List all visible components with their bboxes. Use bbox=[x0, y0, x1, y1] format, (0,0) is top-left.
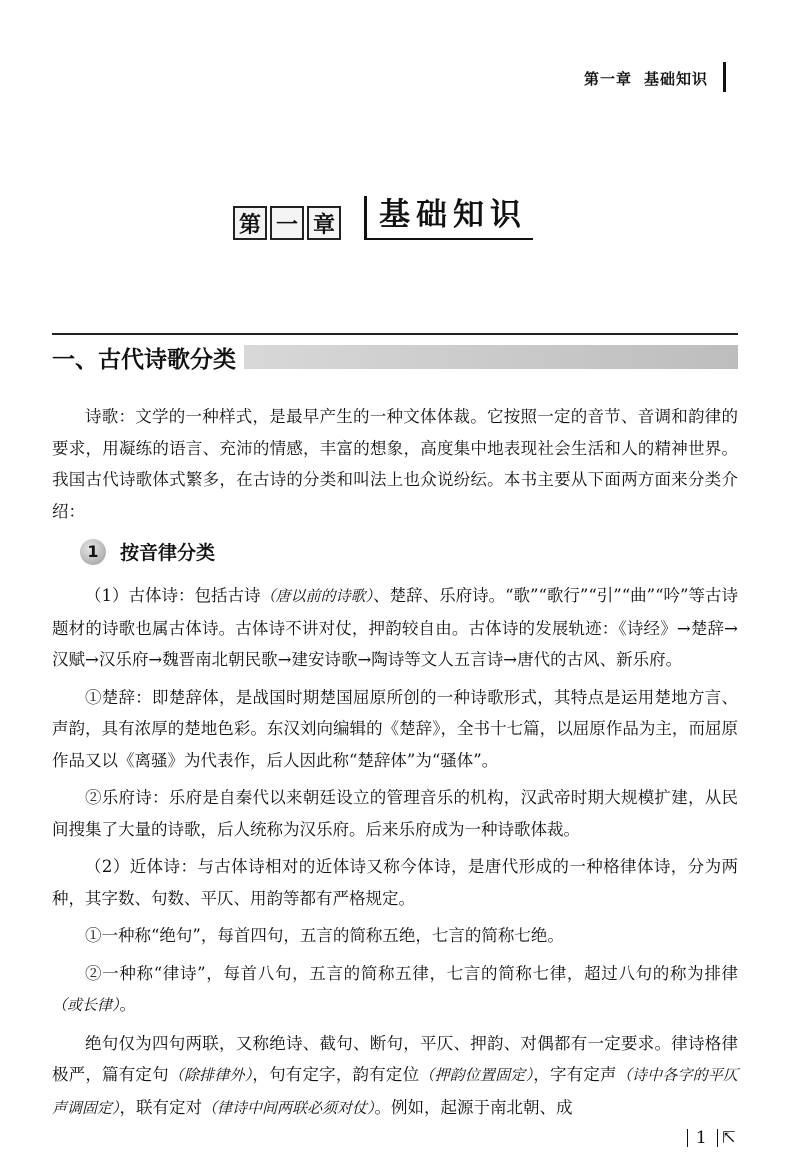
note-rhyme: （押韵位置固定） bbox=[419, 1066, 534, 1084]
section-heading bbox=[52, 333, 738, 375]
chapter-name: 基础知识 bbox=[364, 196, 533, 240]
paragraph-chuci: ①楚辞：即楚辞体，是战国时期楚国屈原所创的一种诗歌形式，其特点是运用楚地方言、声韵，具有浓厚的楚地色彩。东汉刘向编辑的《楚辞》，全书十七篇，以屈原作品为主，而屈原作品又以《离骚》为代表作，后人因此称“楚辞体”为“骚体”。 bbox=[52, 687, 738, 770]
chapter-char-1: 第 bbox=[233, 206, 267, 240]
note-changlv: （或长律） bbox=[52, 996, 120, 1014]
paragraph-ancient-poetry: （1）古体诗：包括古诗（唐以前的诗歌）、楚辞、乐府诗。“歌”“歌行”“引”“曲”“吟”等古诗题材的诗歌也属古体诗。古体诗不讲对仗，押韵较自由。古体诗的发展轨迹：《诗经》→楚辞→汉赋→汉乐府→魏晋南北朝民歌→建安诗歌→陶诗等文人五言诗→唐代的古风、新乐府。 bbox=[52, 586, 738, 669]
intro-paragraph: 诗歌：文学的一种样式，是最早产生的一种文体体裁。它按照一定的音节、音调和韵律的要求，用凝练的语言、充沛的情感，丰富的想象，高度集中地表现社会生活和人的精神世界。我国古代诗歌体式繁多，在古诗的分类和叫法上也众说纷纭。本书主要从下面两方面来分类介绍： bbox=[52, 407, 738, 521]
running-head-bar bbox=[723, 62, 726, 92]
note-parallel: （律诗中间两联必须对仗） bbox=[202, 1098, 375, 1117]
subsection-number: 1 bbox=[80, 539, 106, 565]
paragraph-modern-poetry: （2）近体诗：与古体诗相对的近体诗又称今体诗，是唐代形成的一种格律体诗，分为两种，其字数、句数、平仄、用韵等都有严格规定。 bbox=[52, 857, 738, 908]
paragraph-jueju: ①一种称“绝句”，每首四句，五言的简称五绝，七言的简称七绝。 bbox=[85, 926, 564, 945]
corner-mark-icon: ⇱ bbox=[721, 1128, 736, 1148]
note-pailv: （除排律外） bbox=[168, 1066, 253, 1084]
paragraph-rules: 绝句仅为四句两联，又称绝诗、截句、断句，平仄、押韵、对偶都有一定要求。律诗格律极严，篇有定句（除排律外），句有定字，韵有定位（押韵位置固定），字有定声（诗中各字的平仄声调固定），联有定对（律诗中间两联必须对仗）。例如，起源于南北朝、成 bbox=[52, 1033, 738, 1117]
paragraph-yuefu: ②乐府诗：乐府是自秦代以来朝廷设立的管理音乐的机构，汉武帝时期大规模扩建，从民间搜集了大量的诗歌，后人统称为汉乐府。后来乐府成为一种诗歌体裁。 bbox=[52, 788, 738, 839]
page-number-value: 1 bbox=[695, 1128, 707, 1148]
chapter-char-2: 一 bbox=[270, 206, 304, 240]
subsection-heading bbox=[80, 538, 215, 565]
running-head-title: 基础知识 bbox=[643, 70, 708, 88]
section-heading-text: 一、古代诗歌分类 bbox=[52, 341, 244, 374]
paragraph-lvshi: ②一种称“律诗”，每首八句，五言的简称五律，七言的简称七律，超过八句的称为排律（或长律）。 bbox=[52, 963, 738, 1014]
note-before-tang: （唐以前的诗歌） bbox=[260, 587, 374, 605]
chapter-title bbox=[233, 196, 533, 240]
chapter-char-3: 章 bbox=[307, 206, 341, 240]
running-head bbox=[584, 68, 708, 89]
section-heading-band bbox=[242, 345, 738, 369]
note-tone: （诗中各字的平仄声调固定） bbox=[52, 1066, 738, 1117]
subsection-title: 按音律分类 bbox=[120, 542, 216, 564]
main-body bbox=[52, 580, 738, 1124]
intro-block bbox=[52, 401, 738, 527]
page-number bbox=[679, 1128, 736, 1148]
running-head-chapter: 第一章 bbox=[583, 70, 632, 88]
